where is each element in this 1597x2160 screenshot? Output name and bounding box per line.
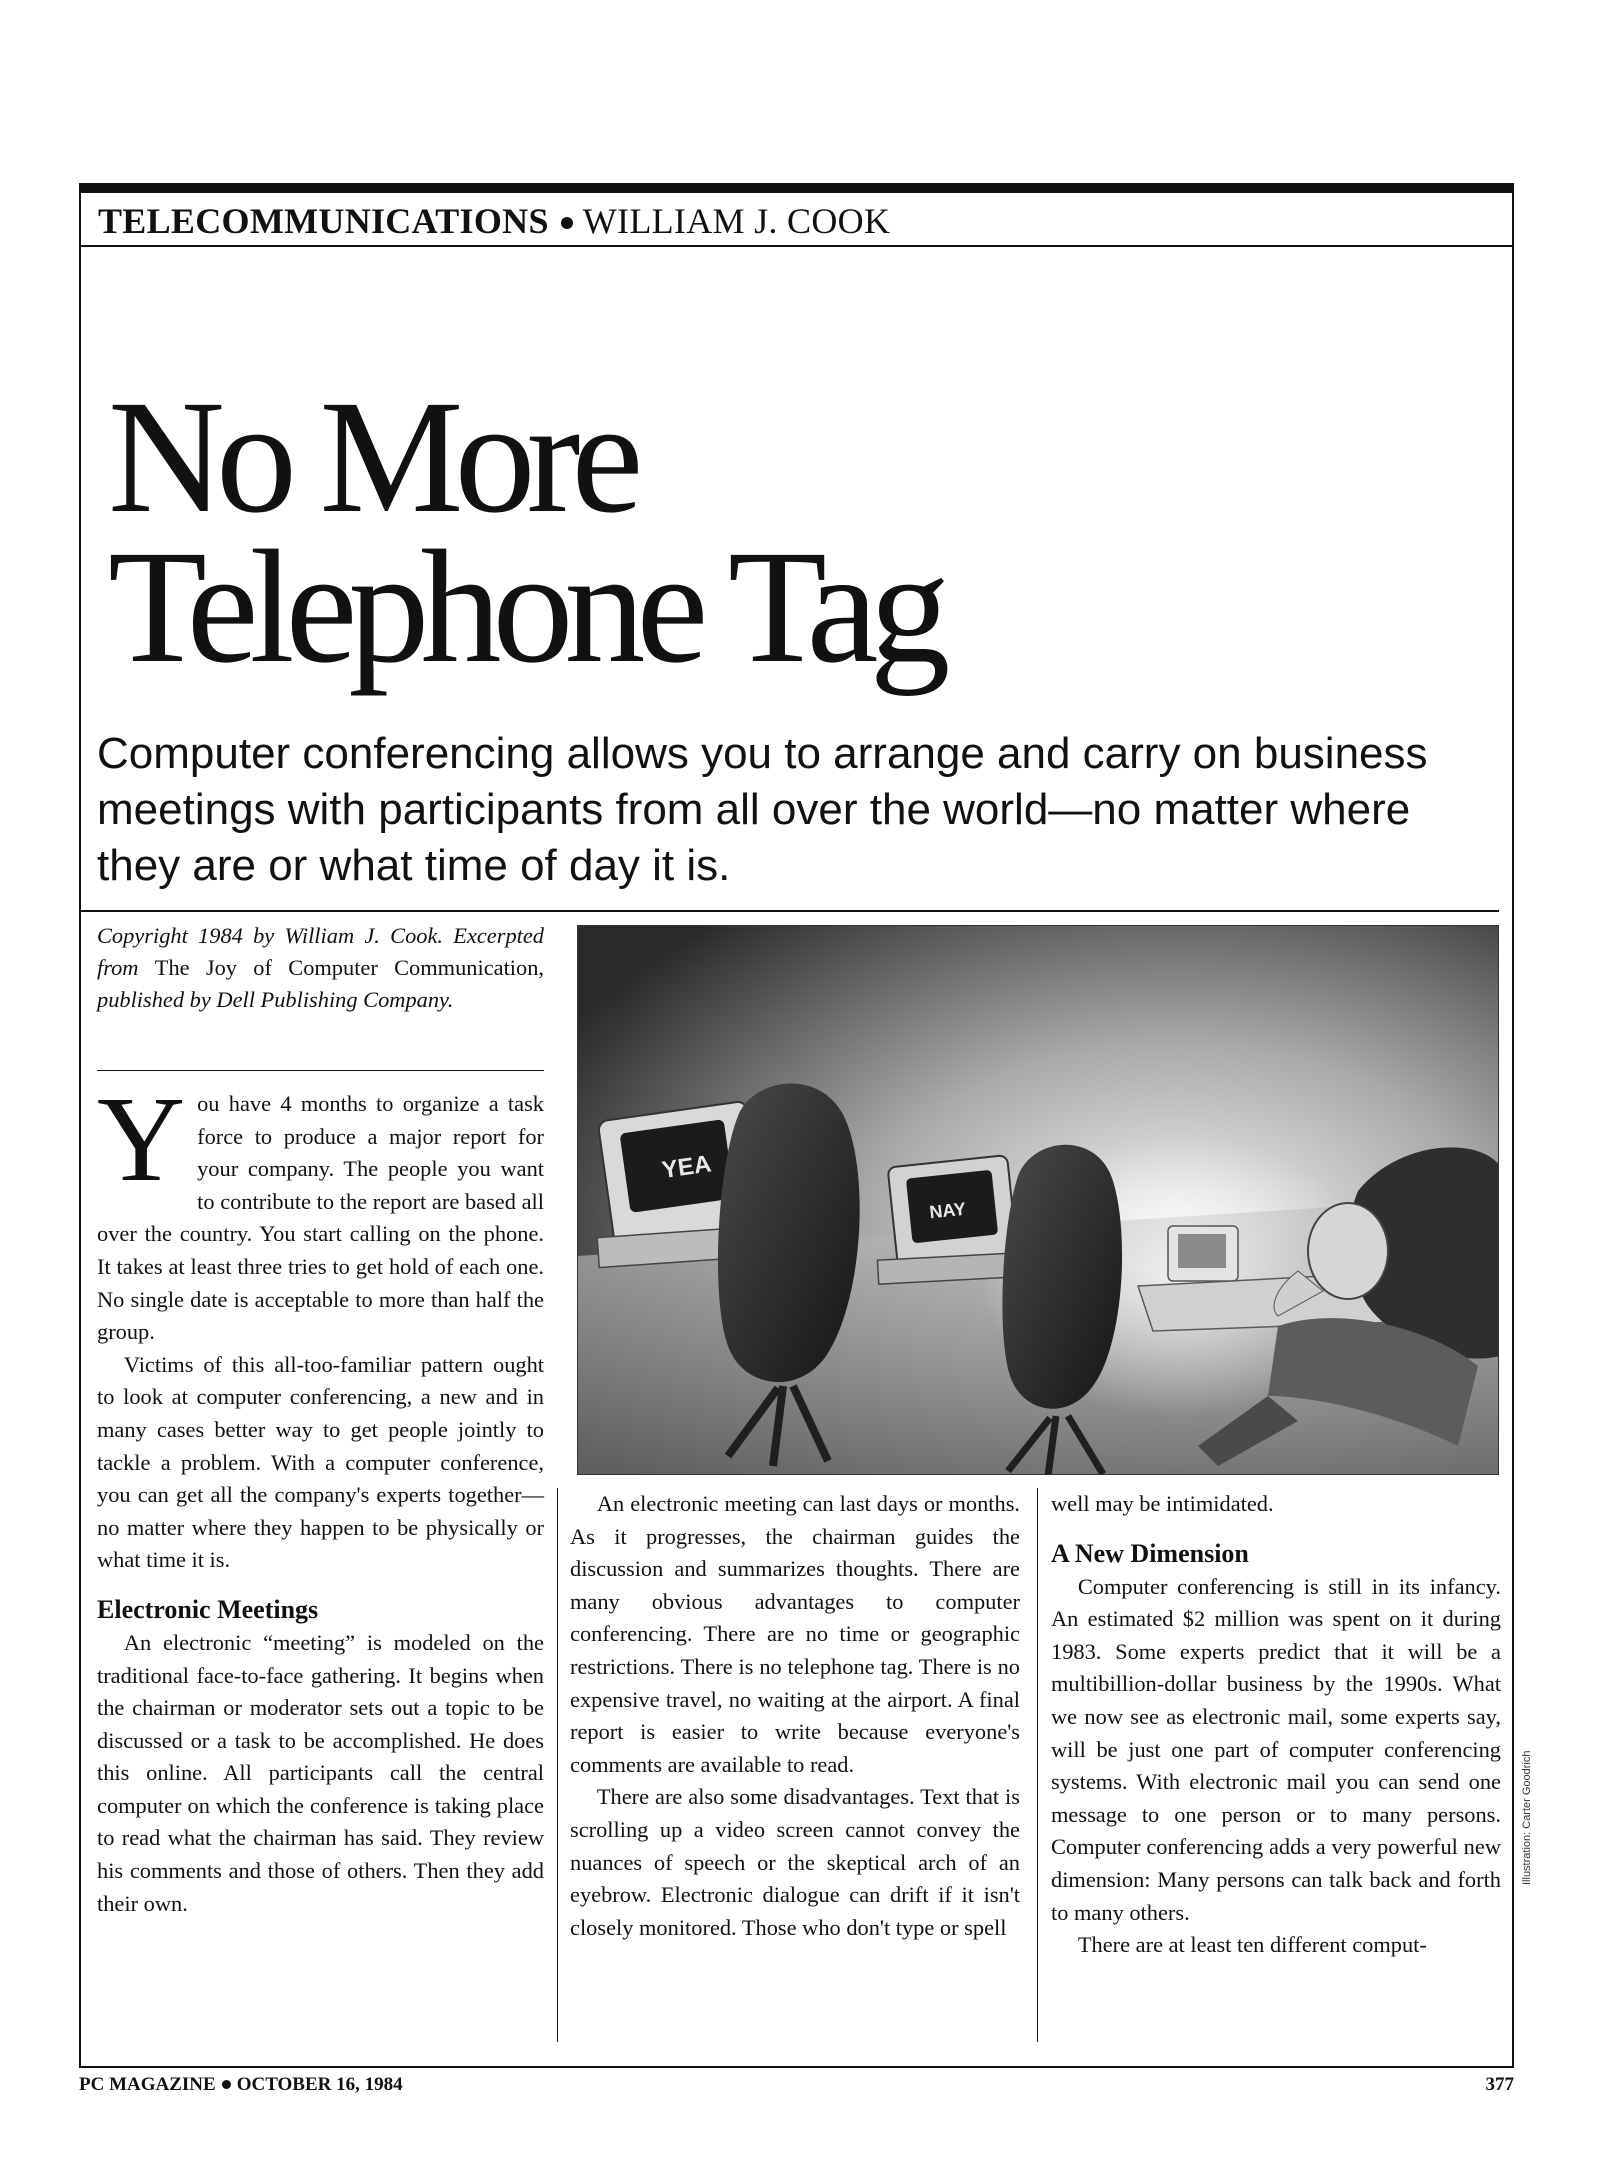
column-1 bbox=[97, 1072, 544, 1920]
issue-date: OCTOBER 16, 1984 bbox=[236, 2074, 403, 2095]
screen-nay: NAY bbox=[928, 1198, 967, 1223]
headline bbox=[108, 368, 1208, 697]
section-header bbox=[98, 199, 890, 243]
paragraph-6: Computer conferencing is still in its infancy. An estimated $2 million was spent on it during 1983. Some experts predict that it will be a multibillion-dollar business by the 1990s. What we now see as electronic mail, some experts say, will be just one part of computer conferencing systems. With electronic mail you can send one message to one person or to many persons. Computer conferencing adds a very powerful new dimension: Many persons can talk back and forth to many others. bbox=[1051, 1573, 1501, 1925]
paragraph-5-continued: well may be intimidated. bbox=[1051, 1491, 1274, 1516]
column-rule bbox=[1037, 1488, 1038, 2042]
credit-text-2: published by Dell Publishing Company. bbox=[97, 987, 454, 1012]
credit-text-1: Copyright 1984 by William J. Cook. Excerpted from bbox=[97, 923, 544, 980]
paragraph-5: There are also some disadvantages. Text that is scrolling up a video screen cannot convey the nuances of speech or the skeptical arch of an eyebrow. Electronic dialogue can drift if it isn't closely monitored. Those who don't type or spell bbox=[570, 1784, 1020, 1940]
illustration-art bbox=[578, 926, 1499, 1475]
book-title: The Joy of Computer Communication, bbox=[154, 955, 544, 980]
footer-folio bbox=[79, 2072, 403, 2098]
column-3 bbox=[1051, 1488, 1501, 1962]
author-name: WILLIAM J. COOK bbox=[582, 201, 891, 241]
page-number: 377 bbox=[1485, 2074, 1514, 2095]
copyright-credit bbox=[97, 920, 544, 1016]
paragraph-1-text: ou have 4 months to organize a task force to produce a major report for your company. The people you want to contribute to the report are based all over the country. You start calling on the phone. It takes at least three tries to get hold of each one. No single date is acceptable to more than half the group. bbox=[97, 1091, 544, 1345]
deck: Computer conferencing allows you to arrange and carry on business meetings with participants from all over the world—no matter where they are or what time of day it is. bbox=[97, 729, 1428, 890]
section-name: TELECOMMUNICATIONS bbox=[98, 201, 549, 241]
deck-rule bbox=[79, 910, 1499, 912]
magazine-name: PC MAGAZINE bbox=[79, 2074, 216, 2095]
drop-cap: Y bbox=[97, 1072, 186, 1207]
top-rule bbox=[79, 183, 1514, 193]
column-rule bbox=[557, 1488, 558, 2042]
headline-line-1: No More bbox=[108, 368, 635, 547]
illustration-credit: Illustration: Carter Goodrich bbox=[1521, 1750, 1533, 1885]
headline-line-2: Telephone Tag bbox=[108, 518, 942, 697]
bullet-icon bbox=[561, 217, 573, 229]
subheading-new-dimension: A New Dimension bbox=[1051, 1538, 1249, 1568]
paragraph-4: An electronic meeting can last days or months. As it progresses, the chairman guides the discussion and summarizes thoughts. There are many obvious advantages to computer conferencing. There are no time or geographic restrictions. There is no telephone tag. There is no expensive travel, no waiting at the airport. A final report is easier to write because everyone's comments are available to read. bbox=[570, 1491, 1020, 1777]
header-rule bbox=[79, 245, 1514, 247]
screen-yea: YEA bbox=[660, 1150, 713, 1185]
paragraph-1 bbox=[97, 1072, 544, 1349]
column-2 bbox=[570, 1488, 1020, 1944]
paragraph-7: There are at least ten different comput- bbox=[1077, 1932, 1427, 1958]
paragraph-2: Victims of this all-too-familiar pattern ought to look at computer conferencing, a new and in many cases better way to get people jointly to tackle a problem. With a computer conference, you can get all the company's experts together—no matter where they happen to be physically or what time it is. bbox=[97, 1351, 544, 1573]
illustration bbox=[577, 925, 1499, 1475]
paragraph-3: An electronic “meeting” is modeled on the traditional face-to-face gathering. It begins when the chairman or moderator sets out a topic to be discussed or a task to be accomplished. He does this online. All participants call the central computer on which the conference is taking place to read what the chairman has said. They review his comments and those of others. Then they add their own. bbox=[97, 1629, 544, 1916]
subheading-electronic-meetings: Electronic Meetings bbox=[97, 1594, 319, 1624]
bullet-icon bbox=[222, 2080, 231, 2089]
footer-rule bbox=[79, 2066, 1514, 2068]
credit-rule bbox=[97, 1070, 544, 1071]
